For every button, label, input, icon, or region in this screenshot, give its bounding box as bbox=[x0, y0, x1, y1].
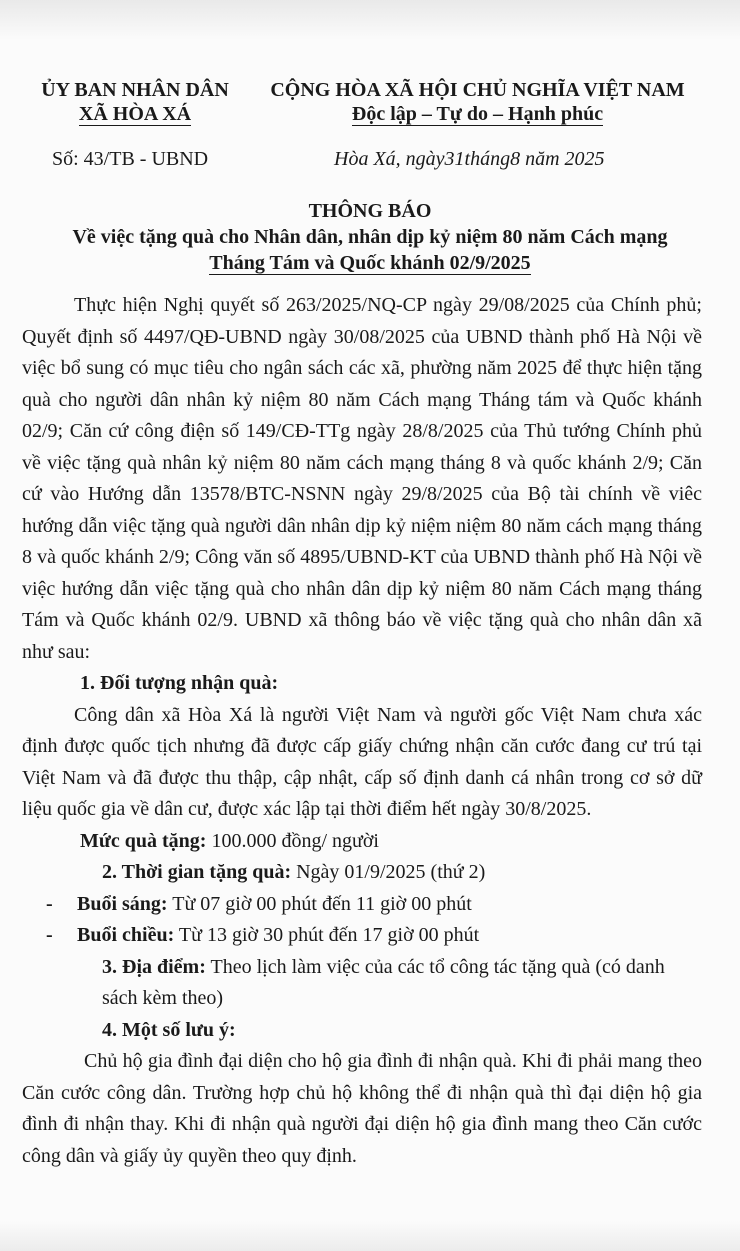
section3-value: Theo lịch làm việc của các tổ công tác tặng quà (có danh sách kèm theo) bbox=[102, 955, 665, 1009]
bottom-shadow bbox=[0, 1221, 740, 1251]
title-heading: THÔNG BÁO bbox=[308, 200, 432, 222]
dash-bullet: - bbox=[46, 892, 53, 915]
section4-heading: 4. Một số lưu ý: bbox=[102, 1018, 236, 1041]
dash-bullet: - bbox=[46, 924, 53, 946]
section1-heading: 1. Đối tượng nhận quà: bbox=[80, 672, 279, 694]
document-title bbox=[20, 198, 720, 276]
document-number: Số: 43/TB - UBND bbox=[52, 148, 209, 170]
section2 bbox=[22, 857, 702, 889]
afternoon-label: Buổi chiều: bbox=[77, 924, 175, 946]
subject-line1: Về việc tặng quà cho Nhân dân, nhân dịp kỷ niệm 80 năm Cách mạng bbox=[72, 226, 668, 248]
morning-row bbox=[22, 889, 702, 921]
top-shadow bbox=[0, 0, 740, 40]
intro-paragraph: Thực hiện Nghị quyết số 263/2025/NQ-CP ngày 29/08/2025 của Chính phủ; Quyết định số 4497/QĐ-UBND ngày 30/08/2025 của UBND thành phố Hà Nội về việc bổ sung có mục tiêu cho ngân sách các xã, phường năm 2025 để thực hiện tặng quà cho người dân nhân kỷ niệm 80 năm Cách mạng Tháng tám và Quốc khánh 02/9; Căn cứ công điện số 149/CĐ-TTg ngày 28/8/2025 của Thủ tướng Chính phủ về việc tặng quà nhân kỷ niệm 80 năm cách mạng tháng 8 và quốc khánh 2/9; Căn cứ vào Hướng dẫn 13578/BTC-NSNN ngày 29/8/2025 của Bộ tài chính về viêc hướng dẫn việc tặng quà người dân nhân dịp kỷ niệm niệm 80 năm cách mạng tháng 8 và quốc khánh 2/9; Công văn số 4895/UBND-KT của UBND thành phố Hà Nội về việc hướng dẫn việc tặng quà cho nhân dân dịp kỷ niệm 80 năm Cách mạng tháng Tám và Quốc khánh 02/9. UBND xã thông báo về việc tặng quà cho nhân dân xã như sau: bbox=[22, 294, 702, 663]
section3-heading: 3. Địa điểm: bbox=[102, 955, 206, 978]
nation-line2: Độc lập – Tự do – Hạnh phúc bbox=[351, 103, 604, 125]
afternoon-row bbox=[22, 920, 702, 952]
place-date: Hòa Xá, ngày31tháng8 năm 2025 bbox=[334, 148, 605, 170]
section1-text: Công dân xã Hòa Xá là người Việt Nam và người gốc Việt Nam chưa xác định được quốc tịch nhưng đã được cấp giấy chứng nhận căn cước đang cư trú tại Việt Nam và đã được thu thập, cập nhật, cấp số định danh cá nhân trong cơ sở dữ liệu quốc gia về dân cư, được xác lập tại thời điểm hết ngày 30/8/2025. bbox=[22, 703, 702, 820]
document-body bbox=[22, 290, 702, 1172]
org-line1: ỦY BAN NHÂN DÂN bbox=[41, 79, 229, 101]
morning-label: Buổi sáng: bbox=[77, 892, 168, 915]
issuing-authority bbox=[40, 78, 230, 126]
subject-line2: Tháng Tám và Quốc khánh 02/9/2025 bbox=[209, 252, 531, 274]
gift-amount bbox=[22, 826, 702, 858]
afternoon-value: Từ 13 giờ 30 phút đến 17 giờ 00 phút bbox=[174, 924, 480, 946]
gift-value: 100.000 đồng/ người bbox=[206, 829, 379, 852]
section4-text: Chủ hộ gia đình đại diện cho hộ gia đình đi nhận quà. Khi đi phải mang theo Căn cước công dân. Trường hợp chủ hộ không thể đi nhận quà thì đại diện hộ gia đình đi nhận thay. Khi đi nhận quà người đại diện hộ gia đình mang theo Căn cước công dân và giấy ủy quyền theo quy định. bbox=[22, 1050, 702, 1167]
national-motto bbox=[250, 78, 705, 126]
section2-heading: 2. Thời gian tặng quà: bbox=[102, 861, 292, 883]
section3 bbox=[22, 952, 702, 1015]
nation-line1: CỘNG HÒA XÃ HỘI CHỦ NGHĨA VIỆT NAM bbox=[270, 79, 685, 101]
section2-value: Ngày 01/9/2025 (thứ 2) bbox=[291, 861, 486, 883]
org-line2: XÃ HÒA XÁ bbox=[78, 103, 192, 125]
morning-value: Từ 07 giờ 00 phút đến 11 giờ 00 phút bbox=[167, 892, 472, 915]
gift-label: Mức quà tặng: bbox=[80, 829, 207, 852]
